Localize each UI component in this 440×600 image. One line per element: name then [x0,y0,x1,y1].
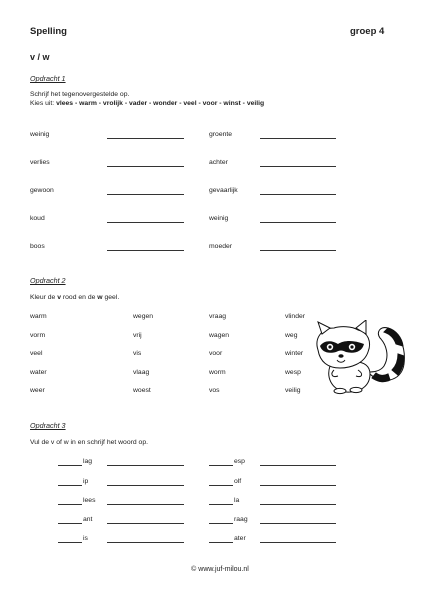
word-right: achter [209,159,228,166]
answer-line[interactable] [260,166,336,167]
color-word[interactable]: vorm [30,332,46,339]
answer-line[interactable] [260,222,336,223]
word-ending-right: olf [234,478,242,485]
color-word[interactable]: vlaag [133,369,150,376]
worksheet-title: Spelling [30,26,67,37]
answer-line[interactable] [107,222,184,223]
raccoon-tail [368,328,404,382]
color-word[interactable]: vlinder [285,313,306,320]
answer-line[interactable] [260,542,336,543]
answer-line[interactable] [107,542,184,543]
color-word[interactable]: water [30,369,47,376]
section-3-heading: Opdracht 3 [30,421,66,430]
answer-line[interactable] [107,504,184,505]
word-right: groente [209,131,233,138]
answer-line[interactable] [107,523,184,524]
word-ending-left: lees [83,497,96,504]
answer-line[interactable] [107,138,184,139]
letter-blank[interactable] [58,504,82,505]
worksheet-subtitle: v / w [30,52,50,62]
color-word[interactable]: weer [30,387,45,394]
word-left: gewoon [30,187,54,194]
instruction-text: geel. [102,294,120,301]
word-ending-right: raag [234,516,248,523]
word-left: weinig [30,131,50,138]
word-ending-right: ater [234,535,246,542]
word-ending-left: ant [83,516,93,523]
letter-blank[interactable] [209,542,233,543]
color-word[interactable]: voor [209,350,223,357]
answer-line[interactable] [260,194,336,195]
color-word[interactable]: winter [285,350,304,357]
word-left: verlies [30,159,50,166]
answer-line[interactable] [260,138,336,139]
answer-line[interactable] [260,485,336,486]
word-ending-right: la [234,497,240,504]
instruction-text: Kleur de [30,294,58,301]
word-left: boos [30,243,45,250]
color-word[interactable]: veel [30,350,43,357]
color-word[interactable]: veilig [285,387,301,394]
word-ending-left: ip [83,478,89,485]
letter-blank[interactable] [58,542,82,543]
color-word[interactable]: wagen [209,332,230,339]
answer-line[interactable] [107,465,184,466]
letter-blank[interactable] [58,523,82,524]
answer-line[interactable] [260,504,336,505]
raccoon-nose [338,354,343,358]
section-1-heading: Opdracht 1 [30,74,66,83]
word-right: weinig [209,215,229,222]
letter-blank[interactable] [209,523,233,524]
letter-w: w [97,294,103,301]
letter-blank[interactable] [209,504,233,505]
section-3-instruction: Vul de v of w in en schrijf het woord op. [30,439,148,446]
letter-blank[interactable] [58,465,82,466]
letter-blank[interactable] [58,485,82,486]
letter-blank[interactable] [209,485,233,486]
raccoon-illustration [310,320,408,396]
word-right: gevaarlijk [209,187,238,194]
answer-line[interactable] [107,194,184,195]
color-word[interactable]: wegen [133,313,154,320]
color-word[interactable]: vrij [133,332,142,339]
word-left: koud [30,215,45,222]
section-1-choices [30,100,264,107]
section-2-instruction [30,294,119,301]
answer-line[interactable] [107,485,184,486]
answer-line[interactable] [260,465,336,466]
color-word[interactable]: vis [133,350,142,357]
letter-v: v [57,294,61,301]
word-ending-left: lag [83,458,93,465]
footer-credit: © www.juf-milou.nl [191,566,249,573]
answer-line[interactable] [260,523,336,524]
color-word[interactable]: woest [133,387,151,394]
letter-blank[interactable] [209,465,233,466]
section-2-heading: Opdracht 2 [30,276,66,285]
color-word[interactable]: vos [209,387,220,394]
choices-list: vlees - warm - vrolijk - vader - wonder - veel - voor - winst - veilig [56,100,265,107]
answer-line[interactable] [107,250,184,251]
group-label: groep 4 [350,26,385,37]
section-1-instruction: Schrijf het tegenovergestelde op. [30,91,130,98]
instruction-text: rood en de [61,294,98,301]
word-right: moeder [209,243,233,250]
answer-line[interactable] [107,166,184,167]
choices-prefix: Kies uit: [30,100,55,107]
color-word[interactable]: wesp [285,369,301,376]
word-ending-right: esp [234,458,245,465]
color-word[interactable]: vraag [209,313,227,320]
answer-line[interactable] [260,250,336,251]
color-word[interactable]: weg [285,332,298,339]
color-word[interactable]: worm [209,369,226,376]
word-ending-left: is [83,535,88,542]
color-word[interactable]: warm [30,313,47,320]
